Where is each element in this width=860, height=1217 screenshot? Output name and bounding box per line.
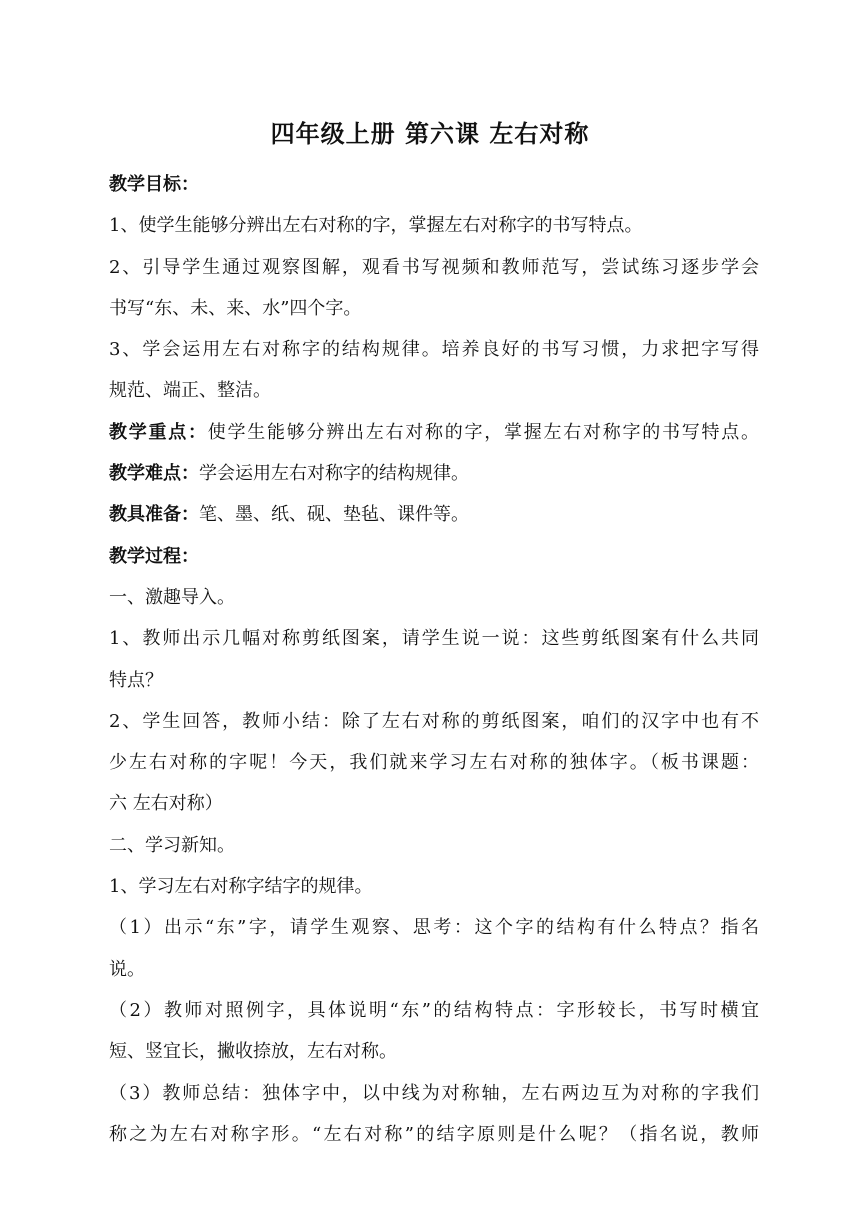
line-text: 使学生能够分辨出左右对称的字，掌握左右对称字的书写特点。 (207, 421, 759, 443)
text-line (109, 329, 759, 370)
line-text: 一、激趣导入。 (109, 586, 235, 608)
line-text: 3、学会运用左右对称字的结构规律。培养良好的书写习惯，力求把字写得 (109, 339, 759, 361)
section-label: 教学目标： (109, 174, 199, 195)
line-text: 二、学习新知。 (109, 834, 235, 856)
line-text: 1、学习左右对称字结字的规律。 (109, 876, 373, 898)
line-text: （2）教师对照例字，具体说明“东”的结构特点：字形较长，书写时横宜 (109, 999, 759, 1021)
line-text: 六 左右对称） (109, 793, 223, 815)
document-title: 四年级上册 第六课 左右对称 (270, 119, 590, 148)
text-line (109, 701, 759, 742)
section-label: 教学难点： (109, 463, 199, 485)
text-line (109, 164, 759, 205)
line-text: 2、引导学生通过观察图解，观看书写视频和教师范写，尝试练习逐步学会 (109, 256, 759, 278)
text-line (109, 205, 759, 246)
text-line (109, 618, 759, 659)
line-text: 说。 (109, 958, 145, 980)
line-text: 短、竖宜长，撇收捺放，左右对称。 (109, 1041, 397, 1063)
text-line (109, 1031, 759, 1072)
line-text: 少左右对称的字呢！今天，我们就来学习左右对称的独体字。（板书课题： (109, 752, 759, 774)
text-line (109, 494, 759, 535)
text-line (109, 247, 759, 288)
line-text: 2、学生回答，教师小结：除了左右对称的剪纸图案，咱们的汉字中也有不 (109, 710, 759, 732)
line-text: 1、教师出示几幅对称剪纸图案，请学生说一说：这些剪纸图案有什么共同 (109, 628, 759, 650)
text-line (109, 990, 759, 1031)
line-text: 笔、墨、纸、砚、垫毡、课件等。 (199, 504, 469, 526)
text-line (109, 949, 759, 990)
text-line (109, 1073, 759, 1114)
line-text: 称之为左右对称字形。“左右对称”的结字原则是什么呢？（指名说，教师 (109, 1123, 759, 1145)
line-text: 学会运用左右对称字的结构规律。 (199, 463, 469, 485)
line-text: （1）出示“东”字，请学生观察、思考：这个字的结构有什么特点？指名 (109, 917, 759, 939)
text-line (109, 288, 759, 329)
section-label: 教学重点： (109, 421, 208, 443)
line-text: （3）教师总结：独体字中，以中线为对称轴，左右两边互为对称的字我们 (109, 1082, 759, 1104)
text-line (109, 742, 759, 783)
text-line (109, 453, 759, 494)
text-line (109, 907, 759, 948)
document-body (109, 164, 759, 1155)
text-line (109, 783, 759, 824)
section-label: 教具准备： (109, 504, 199, 526)
line-text: 特点？ (109, 669, 163, 691)
text-line (109, 825, 759, 866)
text-line (109, 866, 759, 907)
text-line (109, 412, 759, 453)
text-line (109, 370, 759, 411)
text-line (109, 536, 759, 577)
section-label: 教学过程： (109, 545, 199, 567)
text-line (109, 660, 759, 701)
line-text: 规范、端正、整洁。 (109, 380, 271, 402)
line-text: 书写“东、未、来、水”四个字。 (109, 297, 362, 319)
text-line (109, 1114, 759, 1155)
line-text: 1、使学生能够分辨出左右对称的字，掌握左右对称字的书写特点。 (109, 215, 643, 237)
text-line (109, 577, 759, 618)
